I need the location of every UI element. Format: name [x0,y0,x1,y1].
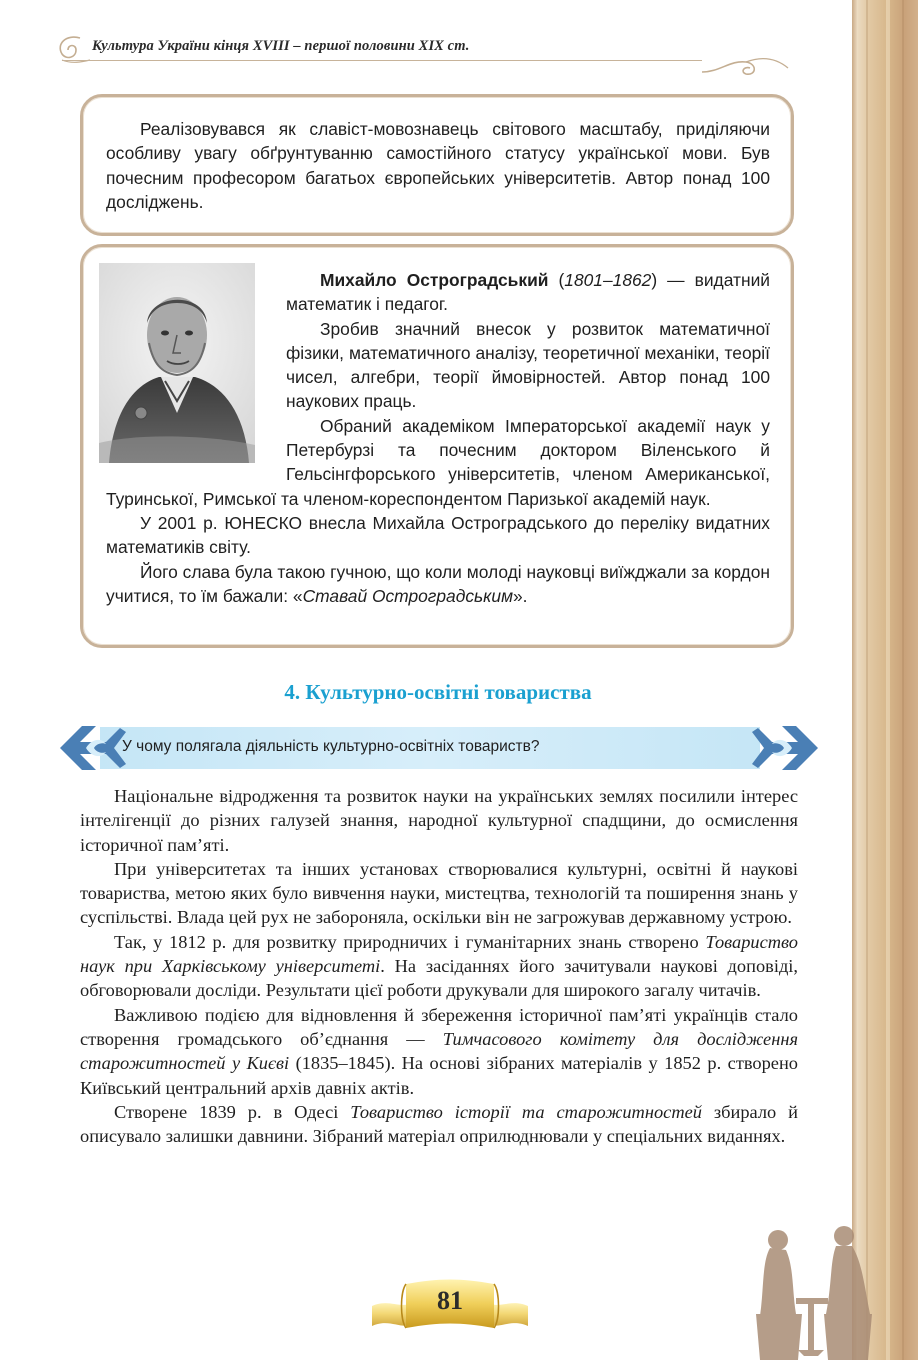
body-paragraph-5 [80,1100,798,1149]
body-paragraph-2: При університетах та інших установах створювалися культурні, освітні й наукові товариства, метою яких було вивчення науки, мистецтва, технологій та поширення знань у суспільстві. Влада цей рух не забороняла, оскільки він не загрожував державному устрою. [80,858,798,928]
header-rule [62,60,702,61]
page-number: 81 [437,1286,463,1315]
bio-2-p5-after: ». [513,585,528,606]
bio-2-paragraph-3: Обраний академіком Імператорської академії наук у Петербурзі та почесним доктором Віленського й Гельсінгфорського університетів, членом Американської, Туринської, Римської та членом-кореспондентом Паризької академій наук. [106,415,770,509]
body-paragraph-1: Національне відродження та розвиток науки на українських землях посилили інтерес інтелігенції до різних галузей знання, народної культурної спадщини, до осмислення історичної пам’яті. [80,786,798,855]
body-p3-before: Так, у 1812 р. для розвитку природничих і гуманітарних знань створено [114,931,706,952]
body-p3-after: . На засіданнях його зачитували наукові доповіді, обговорювали досліди. Результати цієї роботи друкували для широкого загалу читачів. [80,956,799,1001]
body-p5-before: Створене 1839 р. в Одесі [114,1101,351,1122]
running-header: Культура України кінця XVIII – першої половини XIX ст. [92,38,470,54]
body-p4-emphasis: Тимчасового комітету для дослідження старожитностей у Києві [80,1028,798,1074]
banner-ornament-right-icon [750,722,822,774]
bio-2-paragraph-4: У 2001 р. ЮНЕСКО внесла Михайла Остроградського до переліку видатних математиків світу. [106,512,770,558]
bio-2-paragraph-2: Зробив значний внесок у розвиток математичної фізики, математичного аналізу, теоретичної механіки, теорії чисел, алгебри, теорії ймовірностей. Автор понад 100 наукових праць. [286,318,770,412]
bio-2-p5-before: Його слава була такою гучною, що коли молоді науковці виїжджали за кордон учитися, то їм бажали: « [106,561,770,606]
body-p4-before: Важливою подією для відновлення й збереження історичної пам’яті українців стало створення громадського об’єднання — [80,1004,798,1049]
portrait-space [106,268,286,463]
bio-2-name: Михайло Остроградський [320,270,549,290]
body-p5-emphasis: Товариство історії та старожитностей [350,1101,702,1122]
body-paragraph-4 [80,1003,798,1100]
bio-1-paragraph: Реалізовувався як славіст-мовознавець світового масштабу, приділяючи особливу увагу обґрунтуванню самостійного статусу української мови. Був почесним професором багатьох європейських університетів. Автор понад 100 досліджень. [106,119,770,212]
main-body-text [80,784,798,1148]
silhouette-figures-decoration [752,1218,872,1360]
body-p5-after: збирало й описувало залишки давнини. Зібраний матеріал оприлюднювали у спеціальних виданнях. [80,1101,798,1147]
section-title: 4. Культурно-освітні товариства [284,680,592,704]
body-p3-emphasis: Товариство наук при Харківському університеті [80,931,798,977]
bio-2-quote: Ставай Остроградським [302,585,513,606]
header-flourish-ornament [700,50,790,80]
body-paragraph-3 [80,930,798,1003]
bio-2-paragraph-5 [106,560,770,609]
section-question: У чому полягала діяльність культурно-освітніх товариств? [122,738,540,755]
bio-2-dates: 1801–1862 [564,270,652,290]
bio-2-intro: Михайло Остроградський (1801–1862) — видатний математик і педагог. [286,270,770,315]
bio-2-intro-rest: видатний математик і педагог. [286,270,770,315]
banner-ornament-left-icon [56,722,128,774]
body-p4-after: (1835–1845). На основі зібраних матеріалів у 1852 р. створено Київський центральний архів давніх актів. [80,1053,798,1098]
page-number-badge [370,1272,530,1332]
bio-1-text [106,117,770,214]
bio-2-text [106,268,770,608]
